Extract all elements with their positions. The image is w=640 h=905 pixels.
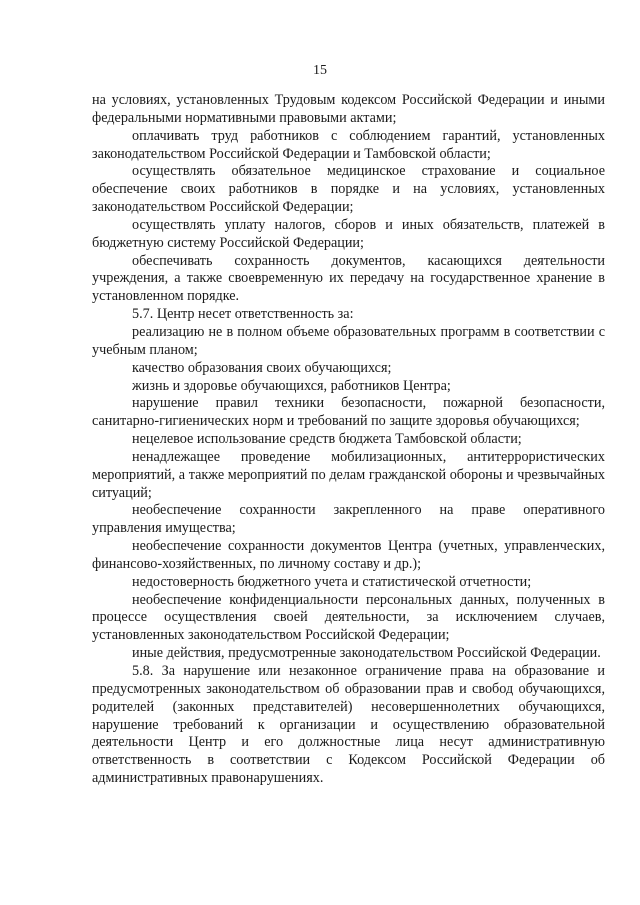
document-body [92, 92, 605, 788]
section-5-7-heading: 5.7. Центр несет ответственность за: [132, 306, 354, 323]
paragraph-15: недостоверность бюджетного учета и статистической отчетности; [132, 573, 532, 590]
paragraph-2: оплачивать труд работников с соблюдением гарантий, установленных законодательством Российской Федерации и Тамбовской области; [92, 127, 605, 162]
paragraph-5: обеспечивать сохранность документов, касающихся деятельности учреждения, а также своевременную их передачу на государственное хранение в установленном порядке. [92, 252, 605, 305]
paragraph-16: необеспечение конфиденциальности персональных данных, полученных в процессе осуществления своей деятельности, за исключением случаев, установленных законодательством Российской Федерации; [92, 591, 605, 644]
paragraph-9: жизнь и здоровье обучающихся, работников Центра; [132, 377, 451, 394]
paragraph-10: нарушение правил техники безопасности, пожарной безопасности, санитарно-гигиенических норм и требований по защите здоровья обучающихся; [92, 395, 605, 430]
paragraph-3: осуществлять обязательное медицинское страхование и социальное обеспечение своих работников в порядке и на условиях, установленных законодательством Российской Федерации; [92, 163, 605, 216]
section-5-8-paragraph: 5.8. За нарушение или незаконное ограничение права на образование и предусмотренных законодательством об образовании прав и свобод обучающихся, родителей (законных представителей) несовершеннолетних обучающихся, нарушение требований к организации и осуществлению образовательной деятельности Центр и его должностные лица несут административную ответственность в соответствии с Кодексом Российской Федерации об административных правонарушениях. [92, 663, 605, 787]
paragraph-8: качество образования своих обучающихся; [132, 359, 392, 376]
paragraph-12: ненадлежащее проведение мобилизационных, антитеррористических мероприятий, а также мероприятий по делам гражданской обороны и чрезвычайных ситуаций; [92, 448, 605, 501]
paragraph-1: на условиях, установленных Трудовым кодексом Российской Федерации и иными федеральными нормативными правовыми актами; [92, 92, 605, 126]
paragraph-13: необеспечение сохранности закрепленного на праве оперативного управления имущества; [92, 502, 605, 537]
paragraph-7: реализацию не в полном объеме образовательных программ в соответствии с учебным планом; [92, 323, 605, 358]
paragraph-4: осуществлять уплату налогов, сборов и иных обязательств, платежей в бюджетную систему Российской Федерации; [92, 216, 605, 251]
paragraph-11: нецелевое использование средств бюджета Тамбовской области; [132, 431, 522, 448]
page-number: 15 [313, 63, 327, 78]
paragraph-17: иные действия, предусмотренные законодательством Российской Федерации. [132, 645, 601, 662]
paragraph-14: необеспечение сохранности документов Центра (учетных, управленческих, финансово-хозяйственных, по личному составу и др.); [92, 538, 605, 572]
